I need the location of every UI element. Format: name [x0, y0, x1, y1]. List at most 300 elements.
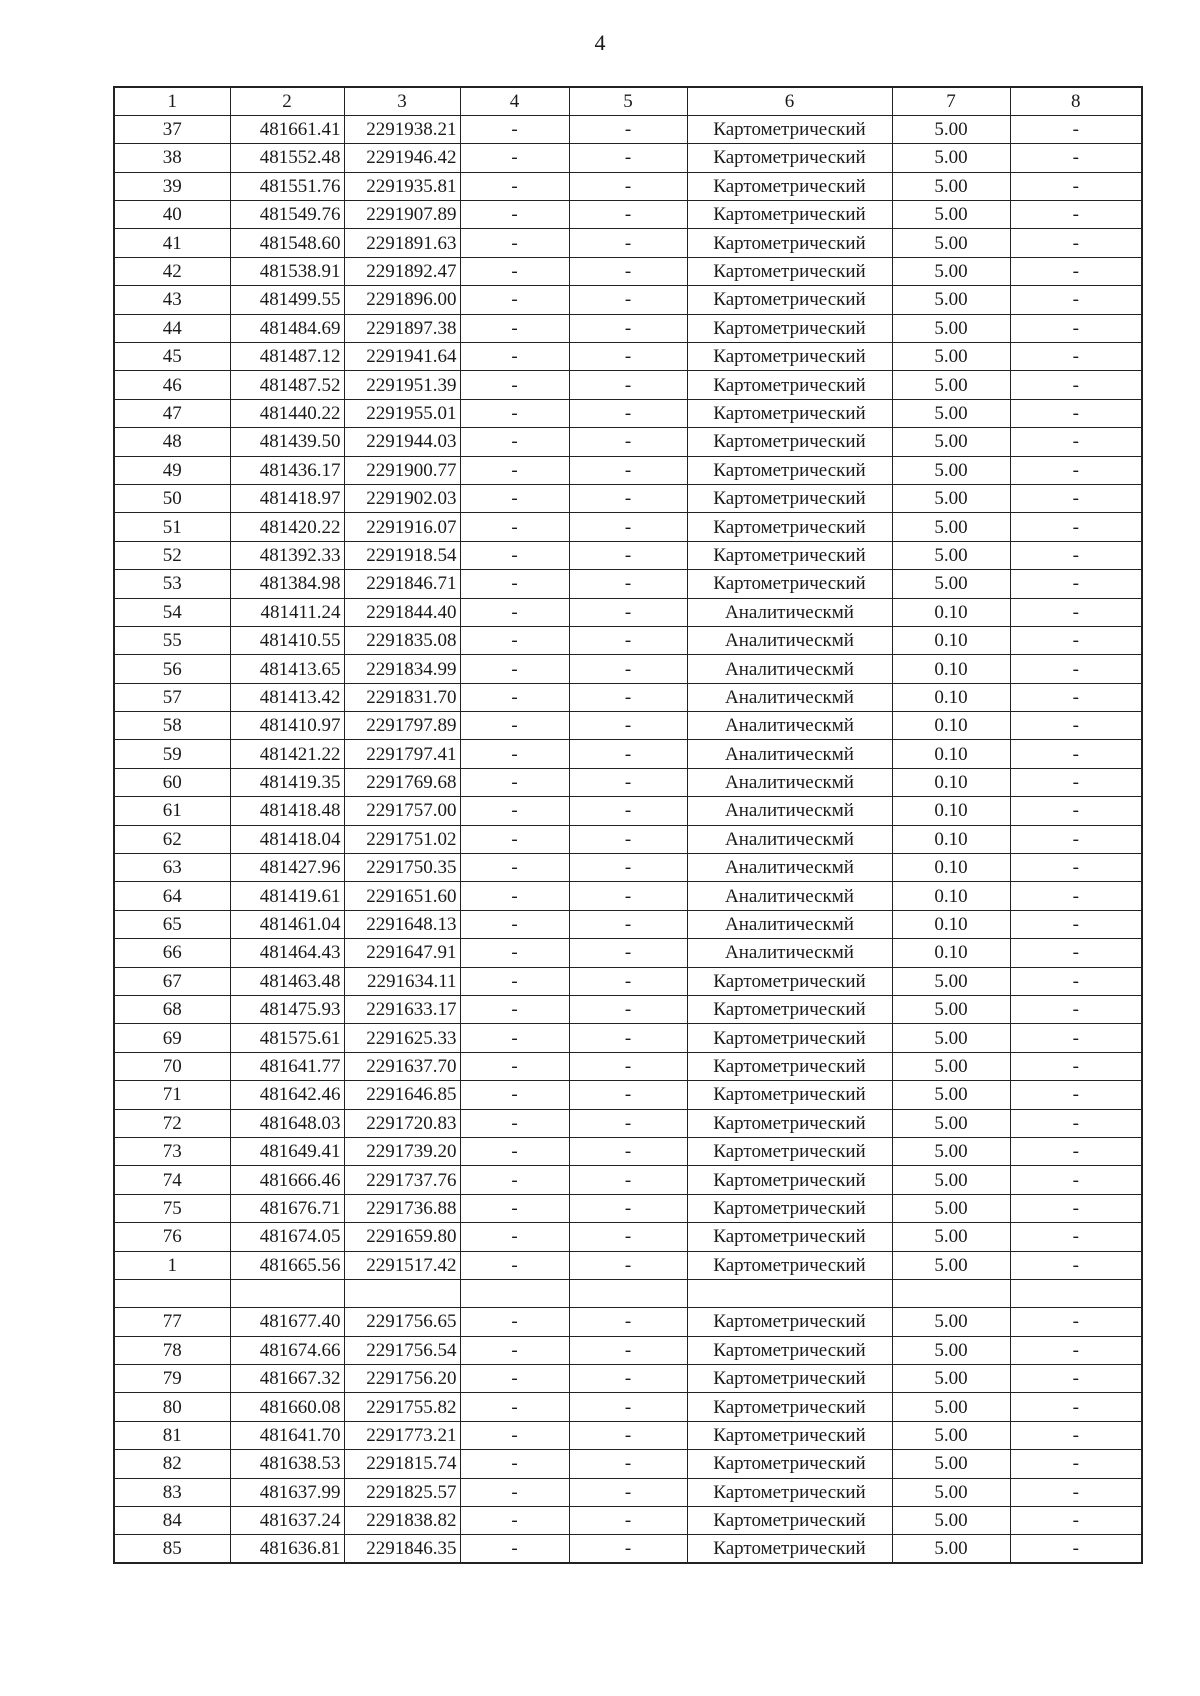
method-cell: Картометрический: [687, 1166, 892, 1194]
point-number-cell: 51: [114, 513, 230, 541]
method-cell: Картометрический: [687, 1137, 892, 1165]
method-cell: [687, 1279, 892, 1307]
method-cell: Аналитическмй: [687, 939, 892, 967]
accuracy-cell: 0.10: [892, 825, 1010, 853]
x-coordinate-cell: 481410.55: [230, 626, 344, 654]
point-number-cell: 79: [114, 1365, 230, 1393]
accuracy-cell: 5.00: [892, 570, 1010, 598]
accuracy-cell: 0.10: [892, 854, 1010, 882]
accuracy-cell: 5.00: [892, 967, 1010, 995]
column-8-cell: -: [1010, 712, 1142, 740]
method-cell: Картометрический: [687, 1535, 892, 1563]
x-coordinate-cell: 481418.04: [230, 825, 344, 853]
point-number-cell: 58: [114, 712, 230, 740]
y-coordinate-cell: 2291907.89: [344, 201, 460, 229]
x-coordinate-cell: 481439.50: [230, 428, 344, 456]
column-8-cell: -: [1010, 484, 1142, 512]
method-cell: Аналитическмй: [687, 910, 892, 938]
column-5-cell: -: [569, 1421, 687, 1449]
column-5-cell: -: [569, 399, 687, 427]
point-number-cell: 50: [114, 484, 230, 512]
method-cell: Картометрический: [687, 484, 892, 512]
x-coordinate-cell: 481419.35: [230, 768, 344, 796]
table-header-row: [114, 87, 1142, 115]
y-coordinate-cell: 2291900.77: [344, 456, 460, 484]
column-4-cell: -: [460, 456, 569, 484]
column-5-cell: -: [569, 598, 687, 626]
column-4-cell: -: [460, 1393, 569, 1421]
method-cell: Картометрический: [687, 1336, 892, 1364]
column-5-cell: -: [569, 1450, 687, 1478]
column-8-cell: -: [1010, 513, 1142, 541]
method-cell: Картометрический: [687, 1421, 892, 1449]
column-5-cell: -: [569, 655, 687, 683]
column-8-cell: -: [1010, 967, 1142, 995]
column-5-cell: -: [569, 1109, 687, 1137]
method-cell: Картометрический: [687, 996, 892, 1024]
table-body: [114, 115, 1142, 1563]
point-number-cell: 44: [114, 314, 230, 342]
x-coordinate-cell: 481427.96: [230, 854, 344, 882]
table-row: [114, 115, 1142, 143]
accuracy-cell: 5.00: [892, 1251, 1010, 1279]
column-4-cell: -: [460, 484, 569, 512]
table-row: [114, 1137, 1142, 1165]
x-coordinate-cell: 481674.05: [230, 1223, 344, 1251]
accuracy-cell: 5.00: [892, 1421, 1010, 1449]
x-coordinate-cell: 481413.65: [230, 655, 344, 683]
y-coordinate-cell: 2291838.82: [344, 1507, 460, 1535]
x-coordinate-cell: 481410.97: [230, 712, 344, 740]
column-4-cell: -: [460, 428, 569, 456]
column-8-cell: -: [1010, 854, 1142, 882]
column-5-cell: -: [569, 1137, 687, 1165]
table-row: [114, 1223, 1142, 1251]
column-5-cell: -: [569, 229, 687, 257]
column-8-cell: -: [1010, 1365, 1142, 1393]
y-coordinate-cell: 2291769.68: [344, 768, 460, 796]
y-coordinate-cell: 2291831.70: [344, 683, 460, 711]
y-coordinate-cell: 2291756.54: [344, 1336, 460, 1364]
column-4-cell: -: [460, 570, 569, 598]
table-row: [114, 768, 1142, 796]
method-cell: Картометрический: [687, 201, 892, 229]
method-cell: Картометрический: [687, 513, 892, 541]
x-coordinate-cell: 481666.46: [230, 1166, 344, 1194]
x-coordinate-cell: 481674.66: [230, 1336, 344, 1364]
y-coordinate-cell: 2291737.76: [344, 1166, 460, 1194]
column-8-cell: -: [1010, 768, 1142, 796]
column-5-cell: -: [569, 626, 687, 654]
method-cell: Картометрический: [687, 1507, 892, 1535]
table-row: [114, 655, 1142, 683]
column-8-cell: -: [1010, 257, 1142, 285]
column-4-cell: -: [460, 1109, 569, 1137]
y-coordinate-cell: 2291736.88: [344, 1194, 460, 1222]
column-5-cell: -: [569, 1166, 687, 1194]
column-8-cell: -: [1010, 1109, 1142, 1137]
accuracy-cell: 5.00: [892, 1535, 1010, 1563]
accuracy-cell: 5.00: [892, 343, 1010, 371]
point-number-cell: 39: [114, 172, 230, 200]
accuracy-cell: 5.00: [892, 1024, 1010, 1052]
method-cell: Картометрический: [687, 1393, 892, 1421]
column-5-cell: -: [569, 541, 687, 569]
column-4-cell: -: [460, 1421, 569, 1449]
column-8-cell: -: [1010, 1450, 1142, 1478]
accuracy-cell: 5.00: [892, 513, 1010, 541]
accuracy-cell: 5.00: [892, 484, 1010, 512]
x-coordinate-cell: 481484.69: [230, 314, 344, 342]
table-row: [114, 797, 1142, 825]
y-coordinate-cell: 2291825.57: [344, 1478, 460, 1506]
table-row: [114, 257, 1142, 285]
column-8-cell: -: [1010, 1194, 1142, 1222]
table-row: [114, 740, 1142, 768]
x-coordinate-cell: 481420.22: [230, 513, 344, 541]
x-coordinate-cell: 481575.61: [230, 1024, 344, 1052]
method-cell: Картометрический: [687, 1450, 892, 1478]
point-number-cell: 47: [114, 399, 230, 427]
column-8-cell: -: [1010, 570, 1142, 598]
column-5-cell: -: [569, 115, 687, 143]
column-4-cell: -: [460, 1251, 569, 1279]
column-8-cell: -: [1010, 314, 1142, 342]
y-coordinate-cell: 2291835.08: [344, 626, 460, 654]
column-8-cell: -: [1010, 1478, 1142, 1506]
column-5-cell: -: [569, 172, 687, 200]
x-coordinate-cell: 481638.53: [230, 1450, 344, 1478]
accuracy-cell: 5.00: [892, 172, 1010, 200]
column-5-cell: -: [569, 371, 687, 399]
accuracy-cell: 5.00: [892, 201, 1010, 229]
point-number-cell: 80: [114, 1393, 230, 1421]
column-5-cell: -: [569, 797, 687, 825]
method-cell: Картометрический: [687, 257, 892, 285]
point-number-cell: [114, 1279, 230, 1307]
accuracy-cell: 5.00: [892, 257, 1010, 285]
column-5-cell: -: [569, 1308, 687, 1336]
table-row: [114, 939, 1142, 967]
y-coordinate-cell: 2291951.39: [344, 371, 460, 399]
method-cell: Аналитическмй: [687, 598, 892, 626]
table-row: [114, 201, 1142, 229]
method-cell: Картометрический: [687, 428, 892, 456]
column-8-cell: -: [1010, 428, 1142, 456]
table-row: [114, 996, 1142, 1024]
point-number-cell: 56: [114, 655, 230, 683]
table-row: [114, 910, 1142, 938]
y-coordinate-cell: 2291750.35: [344, 854, 460, 882]
point-number-cell: 57: [114, 683, 230, 711]
column-4-cell: -: [460, 1166, 569, 1194]
point-number-cell: 82: [114, 1450, 230, 1478]
method-cell: Картометрический: [687, 115, 892, 143]
method-cell: Аналитическмй: [687, 740, 892, 768]
table-row: [114, 286, 1142, 314]
column-4-cell: -: [460, 115, 569, 143]
column-4-cell: -: [460, 1478, 569, 1506]
column-header: 2: [230, 87, 344, 115]
column-8-cell: -: [1010, 399, 1142, 427]
x-coordinate-cell: 481552.48: [230, 144, 344, 172]
column-5-cell: -: [569, 257, 687, 285]
column-8-cell: [1010, 1279, 1142, 1307]
method-cell: Картометрический: [687, 1365, 892, 1393]
y-coordinate-cell: 2291892.47: [344, 257, 460, 285]
column-4-cell: -: [460, 513, 569, 541]
column-5-cell: -: [569, 712, 687, 740]
y-coordinate-cell: 2291651.60: [344, 882, 460, 910]
table-row: [114, 314, 1142, 342]
column-5-cell: -: [569, 456, 687, 484]
column-8-cell: -: [1010, 910, 1142, 938]
column-header: 6: [687, 87, 892, 115]
column-5-cell: -: [569, 513, 687, 541]
accuracy-cell: 5.00: [892, 1137, 1010, 1165]
point-number-cell: 66: [114, 939, 230, 967]
column-header: 1: [114, 87, 230, 115]
column-4-cell: -: [460, 825, 569, 853]
accuracy-cell: 0.10: [892, 910, 1010, 938]
table-row: [114, 428, 1142, 456]
point-number-cell: 83: [114, 1478, 230, 1506]
accuracy-cell: 0.10: [892, 740, 1010, 768]
method-cell: Картометрический: [687, 1052, 892, 1080]
column-4-cell: -: [460, 967, 569, 995]
table-row: [114, 1024, 1142, 1052]
method-cell: Картометрический: [687, 1223, 892, 1251]
column-4-cell: -: [460, 1308, 569, 1336]
table-row: [114, 484, 1142, 512]
y-coordinate-cell: 2291955.01: [344, 399, 460, 427]
column-5-cell: -: [569, 1052, 687, 1080]
column-5-cell: -: [569, 1535, 687, 1563]
accuracy-cell: 5.00: [892, 115, 1010, 143]
column-4-cell: [460, 1279, 569, 1307]
point-number-cell: 72: [114, 1109, 230, 1137]
column-5-cell: -: [569, 825, 687, 853]
column-4-cell: -: [460, 1535, 569, 1563]
y-coordinate-cell: 2291938.21: [344, 115, 460, 143]
method-cell: Аналитическмй: [687, 825, 892, 853]
x-coordinate-cell: 481641.77: [230, 1052, 344, 1080]
x-coordinate-cell: 481499.55: [230, 286, 344, 314]
point-number-cell: 54: [114, 598, 230, 626]
column-4-cell: -: [460, 1194, 569, 1222]
column-5-cell: -: [569, 1024, 687, 1052]
point-number-cell: 1: [114, 1251, 230, 1279]
x-coordinate-cell: [230, 1279, 344, 1307]
column-4-cell: -: [460, 1024, 569, 1052]
y-coordinate-cell: 2291647.91: [344, 939, 460, 967]
column-header: 3: [344, 87, 460, 115]
point-number-cell: 68: [114, 996, 230, 1024]
method-cell: Картометрический: [687, 1081, 892, 1109]
column-5-cell: -: [569, 1507, 687, 1535]
column-8-cell: -: [1010, 1024, 1142, 1052]
x-coordinate-cell: 481642.46: [230, 1081, 344, 1109]
point-number-cell: 43: [114, 286, 230, 314]
y-coordinate-cell: 2291941.64: [344, 343, 460, 371]
x-coordinate-cell: 481637.99: [230, 1478, 344, 1506]
accuracy-cell: 5.00: [892, 1478, 1010, 1506]
column-5-cell: -: [569, 768, 687, 796]
x-coordinate-cell: 481667.32: [230, 1365, 344, 1393]
accuracy-cell: 5.00: [892, 456, 1010, 484]
table-row: [114, 1166, 1142, 1194]
x-coordinate-cell: 481660.08: [230, 1393, 344, 1421]
point-number-cell: 64: [114, 882, 230, 910]
coordinates-table: [113, 86, 1143, 1564]
table-row: [114, 825, 1142, 853]
y-coordinate-cell: 2291634.11: [344, 967, 460, 995]
accuracy-cell: 5.00: [892, 144, 1010, 172]
method-cell: Картометрический: [687, 1251, 892, 1279]
point-number-cell: 70: [114, 1052, 230, 1080]
x-coordinate-cell: 481661.41: [230, 115, 344, 143]
table-row: [114, 882, 1142, 910]
y-coordinate-cell: 2291846.35: [344, 1535, 460, 1563]
table-row: [114, 172, 1142, 200]
method-cell: Картометрический: [687, 1308, 892, 1336]
table-row: [114, 1279, 1142, 1307]
table-row: [114, 229, 1142, 257]
table-row: [114, 1478, 1142, 1506]
method-cell: Картометрический: [687, 1194, 892, 1222]
column-8-cell: -: [1010, 201, 1142, 229]
accuracy-cell: 5.00: [892, 1194, 1010, 1222]
accuracy-cell: 5.00: [892, 286, 1010, 314]
column-header: 4: [460, 87, 569, 115]
point-number-cell: 42: [114, 257, 230, 285]
method-cell: Картометрический: [687, 1024, 892, 1052]
y-coordinate-cell: 2291844.40: [344, 598, 460, 626]
column-8-cell: -: [1010, 1308, 1142, 1336]
point-number-cell: 40: [114, 201, 230, 229]
y-coordinate-cell: 2291902.03: [344, 484, 460, 512]
column-4-cell: -: [460, 399, 569, 427]
table-row: [114, 1081, 1142, 1109]
accuracy-cell: 5.00: [892, 1308, 1010, 1336]
point-number-cell: 63: [114, 854, 230, 882]
column-4-cell: -: [460, 201, 569, 229]
column-8-cell: -: [1010, 144, 1142, 172]
y-coordinate-cell: 2291815.74: [344, 1450, 460, 1478]
y-coordinate-cell: 2291720.83: [344, 1109, 460, 1137]
method-cell: Аналитическмй: [687, 712, 892, 740]
point-number-cell: 78: [114, 1336, 230, 1364]
point-number-cell: 60: [114, 768, 230, 796]
column-4-cell: -: [460, 1081, 569, 1109]
method-cell: Картометрический: [687, 314, 892, 342]
column-header: 8: [1010, 87, 1142, 115]
column-5-cell: -: [569, 910, 687, 938]
point-number-cell: 67: [114, 967, 230, 995]
table-row: [114, 712, 1142, 740]
x-coordinate-cell: 481411.24: [230, 598, 344, 626]
point-number-cell: 52: [114, 541, 230, 569]
accuracy-cell: 5.00: [892, 1052, 1010, 1080]
column-4-cell: -: [460, 655, 569, 683]
column-4-cell: -: [460, 286, 569, 314]
accuracy-cell: 0.10: [892, 882, 1010, 910]
page-number: 4: [594, 30, 606, 55]
column-4-cell: -: [460, 343, 569, 371]
column-8-cell: -: [1010, 229, 1142, 257]
table-row: [114, 683, 1142, 711]
table-row: [114, 1535, 1142, 1563]
column-5-cell: -: [569, 144, 687, 172]
accuracy-cell: 5.00: [892, 1223, 1010, 1251]
column-5-cell: -: [569, 1365, 687, 1393]
column-4-cell: -: [460, 1507, 569, 1535]
method-cell: Картометрический: [687, 172, 892, 200]
y-coordinate-cell: 2291846.71: [344, 570, 460, 598]
column-4-cell: -: [460, 768, 569, 796]
column-4-cell: -: [460, 1052, 569, 1080]
column-8-cell: -: [1010, 1081, 1142, 1109]
y-coordinate-cell: 2291944.03: [344, 428, 460, 456]
column-header: 5: [569, 87, 687, 115]
column-4-cell: -: [460, 797, 569, 825]
x-coordinate-cell: 481641.70: [230, 1421, 344, 1449]
x-coordinate-cell: 481636.81: [230, 1535, 344, 1563]
table-row: [114, 1308, 1142, 1336]
x-coordinate-cell: 481463.48: [230, 967, 344, 995]
column-4-cell: -: [460, 626, 569, 654]
point-number-cell: 69: [114, 1024, 230, 1052]
accuracy-cell: 5.00: [892, 1081, 1010, 1109]
x-coordinate-cell: 481538.91: [230, 257, 344, 285]
column-5-cell: -: [569, 570, 687, 598]
table-row: [114, 1365, 1142, 1393]
method-cell: Картометрический: [687, 399, 892, 427]
x-coordinate-cell: 481418.97: [230, 484, 344, 512]
table-row: [114, 1251, 1142, 1279]
table-row: [114, 513, 1142, 541]
y-coordinate-cell: 2291756.20: [344, 1365, 460, 1393]
column-5-cell: -: [569, 343, 687, 371]
table-row: [114, 1052, 1142, 1080]
column-8-cell: -: [1010, 456, 1142, 484]
y-coordinate-cell: 2291891.63: [344, 229, 460, 257]
x-coordinate-cell: 481637.24: [230, 1507, 344, 1535]
accuracy-cell: 0.10: [892, 683, 1010, 711]
column-4-cell: -: [460, 144, 569, 172]
method-cell: Картометрический: [687, 371, 892, 399]
column-5-cell: -: [569, 996, 687, 1024]
point-number-cell: 76: [114, 1223, 230, 1251]
accuracy-cell: 0.10: [892, 939, 1010, 967]
column-5-cell: -: [569, 1081, 687, 1109]
method-cell: Аналитическмй: [687, 797, 892, 825]
point-number-cell: 59: [114, 740, 230, 768]
column-5-cell: -: [569, 740, 687, 768]
y-coordinate-cell: 2291648.13: [344, 910, 460, 938]
x-coordinate-cell: 481677.40: [230, 1308, 344, 1336]
point-number-cell: 41: [114, 229, 230, 257]
column-5-cell: -: [569, 1393, 687, 1421]
accuracy-cell: 5.00: [892, 229, 1010, 257]
point-number-cell: 49: [114, 456, 230, 484]
y-coordinate-cell: 2291739.20: [344, 1137, 460, 1165]
column-5-cell: -: [569, 939, 687, 967]
x-coordinate-cell: 481551.76: [230, 172, 344, 200]
x-coordinate-cell: 481419.61: [230, 882, 344, 910]
x-coordinate-cell: 481461.04: [230, 910, 344, 938]
accuracy-cell: 0.10: [892, 598, 1010, 626]
